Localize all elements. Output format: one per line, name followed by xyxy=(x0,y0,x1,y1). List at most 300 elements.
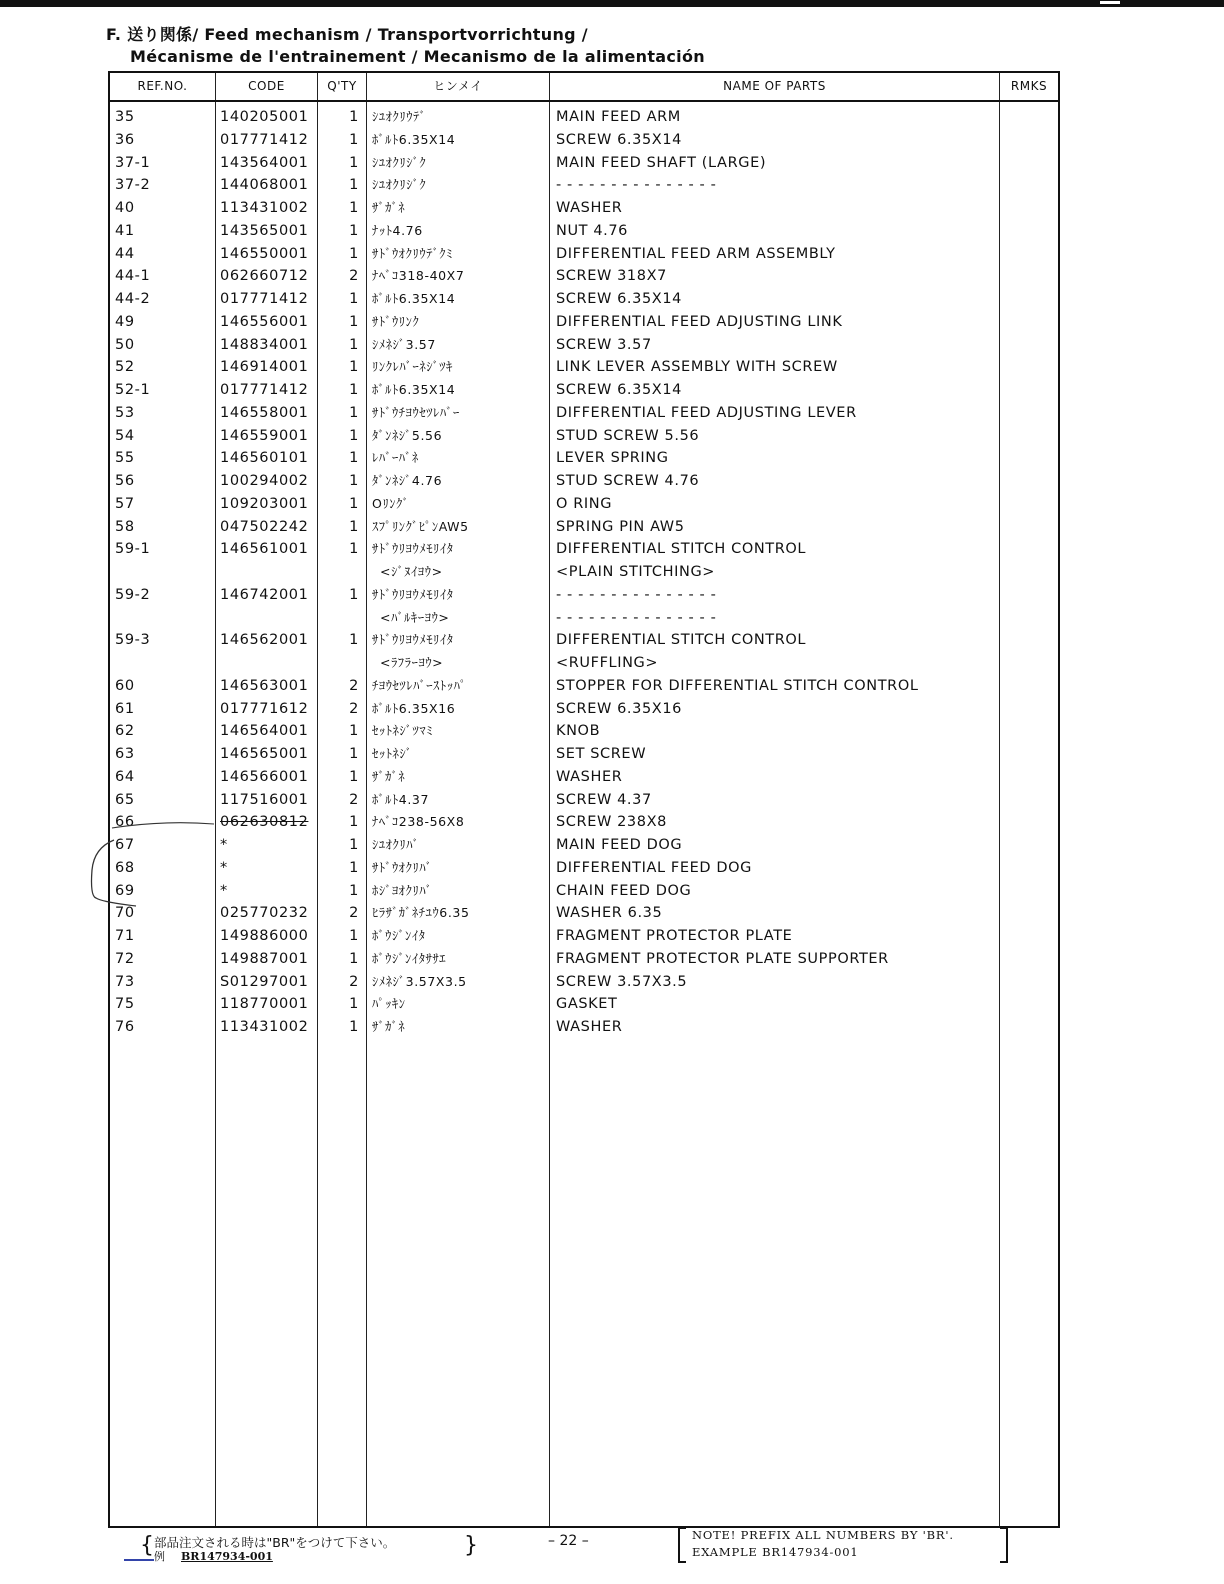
section-title xyxy=(106,24,705,68)
katakana-name xyxy=(372,129,455,152)
part-code xyxy=(220,743,308,766)
katakana-name xyxy=(372,197,405,220)
quantity-text: 1 xyxy=(349,768,359,785)
part-name xyxy=(556,811,667,834)
part-code-text: 017771412 xyxy=(220,291,309,307)
ref-no xyxy=(115,584,150,607)
part-code xyxy=(220,493,308,516)
quantity-text: 1 xyxy=(349,109,359,125)
order-note-jp-line1: 部品注文される時は"BR"をつけて下さい。 xyxy=(154,1535,396,1550)
part-code xyxy=(220,311,308,334)
part-name-text: - - - - - - - - - - - - - - - xyxy=(556,586,717,603)
part-code xyxy=(220,356,308,379)
quantity xyxy=(319,334,359,357)
table-row xyxy=(110,379,1058,402)
part-name xyxy=(556,402,857,425)
katakana-name xyxy=(372,880,432,903)
part-code xyxy=(220,106,308,129)
katakana-name xyxy=(372,356,453,379)
table-row xyxy=(110,288,1058,311)
quantity xyxy=(319,1016,359,1039)
ref-no-text: 57 xyxy=(115,495,135,512)
quantity xyxy=(319,516,359,539)
header-kana: ヒンメイ xyxy=(433,79,483,93)
katakana-name-text: ﾅﾍﾞｺ318-40X7 xyxy=(372,268,465,284)
part-name xyxy=(556,971,687,994)
katakana-name xyxy=(372,698,455,721)
order-note-jp-line2 xyxy=(154,1548,273,1564)
header-qty: Q'TY xyxy=(327,79,357,93)
part-name xyxy=(556,220,628,243)
part-name xyxy=(556,629,806,675)
table-row xyxy=(110,152,1058,175)
table-header xyxy=(110,73,1058,102)
part-name xyxy=(556,698,682,721)
part-code xyxy=(220,220,308,243)
part-code xyxy=(220,152,308,175)
katakana-name xyxy=(372,174,426,197)
part-name-text: WASHER 6.35 xyxy=(556,905,663,922)
part-code xyxy=(220,971,308,994)
part-code-text: S01297001 xyxy=(220,973,309,990)
katakana-name xyxy=(372,243,453,266)
quantity xyxy=(319,584,359,607)
quantity-text: 1 xyxy=(349,404,359,421)
part-name-text: DIFFERENTIAL FEED ADJUSTING LINK xyxy=(556,313,843,330)
table-row xyxy=(110,880,1058,903)
ref-no xyxy=(115,1016,135,1039)
katakana-name-text: ｻﾄﾞｳｵｸﾘｳﾃﾞｸﾐ xyxy=(372,245,454,261)
ref-no xyxy=(115,743,135,766)
quantity-text: 2 xyxy=(349,677,359,694)
part-name xyxy=(556,356,838,379)
quantity xyxy=(319,356,359,379)
ref-no xyxy=(115,493,135,516)
table-row xyxy=(110,538,1058,584)
ref-no xyxy=(115,174,150,197)
quantity-text: 1 xyxy=(349,723,359,740)
header-rmks: RMKS xyxy=(1010,79,1048,93)
prefix-note-line1: NOTE! PREFIX ALL NUMBERS BY 'BR'. xyxy=(692,1528,954,1542)
part-code xyxy=(220,129,308,152)
part-code-text: 113431002 xyxy=(220,1019,309,1035)
part-name-text: WASHER xyxy=(556,768,623,785)
part-name xyxy=(556,493,612,516)
top-scan-gap xyxy=(1100,1,1120,4)
part-name-text: SET SCREW xyxy=(556,746,647,762)
quantity-text: 1 xyxy=(349,541,359,558)
table-row xyxy=(110,902,1058,925)
quantity xyxy=(319,402,359,425)
quantity xyxy=(319,265,359,288)
katakana-name-text: ﾎｼﾞﾖｵｸﾘﾊﾞ xyxy=(372,882,433,898)
katakana-name xyxy=(372,675,467,698)
example-number: BR147934-001 xyxy=(181,1550,273,1563)
ref-no-text: 63 xyxy=(115,746,135,762)
table-row xyxy=(110,425,1058,448)
ref-no-text: 76 xyxy=(115,1019,135,1035)
part-code xyxy=(220,243,308,266)
katakana-name-text: ﾋﾗｻﾞｶﾞﾈﾁﾕｳ6.35 xyxy=(372,905,470,921)
part-name xyxy=(556,720,600,743)
katakana-name xyxy=(372,288,455,311)
part-code xyxy=(220,789,308,812)
ref-no xyxy=(115,356,135,379)
katakana-name-text: ｻﾞｶﾞﾈ xyxy=(372,768,406,784)
part-name-text: CHAIN FEED DOG xyxy=(556,882,692,899)
quantity xyxy=(319,948,359,971)
part-code-text: 146561001 xyxy=(220,541,309,558)
katakana-name xyxy=(372,766,405,789)
katakana-name-text: ﾅﾍﾞｺ238-56X8 xyxy=(372,814,465,830)
top-scan-bar xyxy=(0,0,1224,7)
katakana-name-text: ﾎﾞｳｼﾞﾝｲﾀｻｻｴ xyxy=(372,950,447,966)
quantity-text: 1 xyxy=(349,746,359,762)
quantity xyxy=(319,447,359,470)
part-code xyxy=(220,447,308,470)
ref-no xyxy=(115,265,150,288)
part-name xyxy=(556,311,842,334)
table-row xyxy=(110,993,1058,1016)
katakana-name xyxy=(372,902,470,925)
katakana-name xyxy=(372,789,429,812)
handwritten-bracket-mark xyxy=(84,818,224,918)
quantity xyxy=(319,789,359,812)
part-name xyxy=(556,948,889,971)
table-row xyxy=(110,584,1058,630)
ref-no xyxy=(115,288,150,311)
table-row xyxy=(110,174,1058,197)
ref-no xyxy=(115,993,135,1016)
part-code-text: 146556001 xyxy=(220,313,309,330)
ref-no xyxy=(115,402,135,425)
part-name-text: NUT 4.76 xyxy=(556,222,629,239)
part-name xyxy=(556,902,662,925)
ref-no-text: 55 xyxy=(115,450,135,467)
quantity-text: 1 xyxy=(349,950,359,967)
katakana-name-text: ｼﾒﾈｼﾞ3.57X3.5 xyxy=(372,973,467,989)
part-name-text: FRAGMENT PROTECTOR PLATE SUPPORTER xyxy=(556,950,889,967)
quantity-text: 1 xyxy=(349,382,359,398)
katakana-name-text: ﾁﾖｳｾﾂﾚﾊﾞｰｽﾄｯﾊﾟ xyxy=(372,677,467,693)
quantity xyxy=(319,880,359,903)
katakana-name-text: ﾎﾞﾙﾄ6.35X16 xyxy=(372,700,456,716)
part-name xyxy=(556,925,792,948)
quantity xyxy=(319,720,359,743)
part-code-text: 118770001 xyxy=(220,996,309,1013)
part-name-subline: - - - - - - - - - - - - - - - xyxy=(556,609,717,626)
katakana-name xyxy=(372,743,413,766)
part-code-text: 025770232 xyxy=(220,905,309,922)
quantity-text: 1 xyxy=(349,632,359,649)
quantity-text: 1 xyxy=(349,814,359,831)
page-number: – 22 – xyxy=(548,1533,589,1549)
header-name: NAME OF PARTS xyxy=(723,79,826,93)
ref-no-text: 59-2 xyxy=(115,586,151,603)
ref-no xyxy=(115,925,135,948)
quantity-text: 1 xyxy=(349,859,359,876)
quantity xyxy=(319,811,359,834)
quantity-text: 1 xyxy=(349,313,359,330)
part-name xyxy=(556,174,716,197)
katakana-name xyxy=(372,152,426,175)
ref-no xyxy=(115,629,150,652)
part-code xyxy=(220,538,308,561)
table-row xyxy=(110,129,1058,152)
katakana-name-text: ｻﾄﾞｳﾘﾖｳﾒﾓﾘｲﾀ xyxy=(372,632,454,648)
table-row xyxy=(110,743,1058,766)
katakana-name xyxy=(372,402,460,425)
quantity xyxy=(319,425,359,448)
ref-no-text: 50 xyxy=(115,336,135,353)
ref-no-text: 71 xyxy=(115,928,135,944)
ref-no xyxy=(115,243,135,266)
prefix-note xyxy=(678,1527,1008,1563)
part-code-text: 140205001 xyxy=(220,109,309,125)
part-name-text: DIFFERENTIAL STITCH CONTROL xyxy=(556,541,807,558)
part-code-text: 017771412 xyxy=(220,131,309,148)
part-name xyxy=(556,880,691,903)
part-code xyxy=(220,197,308,220)
part-code-text: 146914001 xyxy=(220,359,309,376)
prefix-note-line2: EXAMPLE BR147934-001 xyxy=(692,1545,859,1559)
quantity-text: 1 xyxy=(349,450,359,467)
ref-no xyxy=(115,197,135,220)
ref-no-text: 37-2 xyxy=(115,177,151,194)
table-row xyxy=(110,925,1058,948)
ref-no xyxy=(115,220,135,243)
katakana-name xyxy=(372,470,442,493)
katakana-name xyxy=(372,493,409,516)
part-code xyxy=(220,470,308,493)
header-ref: REF.NO. xyxy=(137,79,188,93)
part-name xyxy=(556,516,685,539)
quantity-text: 1 xyxy=(349,177,359,194)
table-row xyxy=(110,220,1058,243)
quantity-text: 1 xyxy=(349,518,359,535)
quantity-text: 1 xyxy=(349,586,359,603)
ref-no-text: 40 xyxy=(115,200,135,216)
header-code: CODE xyxy=(248,79,285,93)
part-name-text: MAIN FEED SHAFT (LARGE) xyxy=(556,154,767,171)
part-code xyxy=(220,902,308,925)
section-title-line2: Mécanisme de l'entrainement / Mecanismo de la alimentación xyxy=(130,47,705,66)
ref-no-text: 67 xyxy=(115,837,135,853)
ref-no-text: 54 xyxy=(115,427,135,444)
quantity-text: 1 xyxy=(349,837,359,853)
katakana-name xyxy=(372,834,419,857)
table-row xyxy=(110,698,1058,721)
quantity xyxy=(319,766,359,789)
quantity xyxy=(319,220,359,243)
katakana-name xyxy=(372,334,436,357)
part-code xyxy=(220,720,308,743)
table-row xyxy=(110,516,1058,539)
ref-no-text: 68 xyxy=(115,859,135,876)
part-code-text: * xyxy=(220,859,228,876)
part-name xyxy=(556,379,682,402)
part-name xyxy=(556,743,646,766)
part-name-text: MAIN FEED ARM xyxy=(556,109,681,125)
ref-no xyxy=(115,152,150,175)
table-row xyxy=(110,629,1058,675)
part-name-text: MAIN FEED DOG xyxy=(556,837,683,853)
bracket-right xyxy=(1000,1527,1008,1563)
part-code xyxy=(220,265,308,288)
part-name xyxy=(556,789,652,812)
quantity-text: 1 xyxy=(349,291,359,307)
part-name xyxy=(556,265,667,288)
quantity xyxy=(319,538,359,561)
ref-no-text: 60 xyxy=(115,677,135,694)
quantity-text: 1 xyxy=(349,336,359,353)
quantity xyxy=(319,129,359,152)
table-row xyxy=(110,857,1058,880)
part-code-text: 149887001 xyxy=(220,950,309,967)
katakana-name-text: ﾎﾞﾙﾄ6.35X14 xyxy=(372,291,456,306)
part-name-text: STOPPER FOR DIFFERENTIAL STITCH CONTROL xyxy=(556,677,919,694)
ref-no-text: 61 xyxy=(115,700,135,717)
part-code-text: 146564001 xyxy=(220,723,309,740)
part-name-text: DIFFERENTIAL FEED ADJUSTING LEVER xyxy=(556,404,857,421)
part-name-text: DIFFERENTIAL FEED DOG xyxy=(556,859,752,876)
katakana-name xyxy=(372,925,426,948)
katakana-name xyxy=(372,425,442,448)
table-row xyxy=(110,971,1058,994)
ref-no-text: 37-1 xyxy=(115,154,151,171)
ref-no-text: 56 xyxy=(115,473,135,489)
part-code xyxy=(220,766,308,789)
part-code xyxy=(220,334,308,357)
ref-no xyxy=(115,720,135,743)
ref-no xyxy=(115,948,135,971)
quantity-text: 2 xyxy=(349,905,359,922)
part-code-text: 062660712 xyxy=(220,268,309,285)
part-code-text: 146560101 xyxy=(220,450,309,467)
quantity-text: 2 xyxy=(349,700,359,717)
quantity-text: 1 xyxy=(349,427,359,444)
katakana-name-text: ﾎﾞｳｼﾞﾝｲﾀ xyxy=(372,928,426,943)
quantity-text: 1 xyxy=(349,473,359,489)
quantity xyxy=(319,243,359,266)
ref-no xyxy=(115,425,135,448)
katakana-name-subline: <ﾊﾞﾙｷｰﾖｳ> xyxy=(380,609,450,625)
quantity xyxy=(319,743,359,766)
part-code xyxy=(220,379,308,402)
quantity xyxy=(319,493,359,516)
quantity-text: 1 xyxy=(349,495,359,512)
ref-no-text: 52-1 xyxy=(115,382,151,398)
part-code xyxy=(220,811,308,834)
katakana-name xyxy=(372,584,454,630)
table-row xyxy=(110,265,1058,288)
katakana-name-text: ｼﾕｵｸﾘﾊﾞ xyxy=(372,837,420,852)
part-code-text: 117516001 xyxy=(220,791,309,808)
ref-no xyxy=(115,379,150,402)
quantity xyxy=(319,311,359,334)
katakana-name-text: ｼﾕｵｸﾘｼﾞｸ xyxy=(372,177,427,193)
katakana-name-subline: <ﾗﾌﾗｰﾖｳ> xyxy=(380,655,444,670)
part-name-text: GASKET xyxy=(556,996,618,1013)
katakana-name-text: ｻﾄﾞｳﾁﾖｳｾﾂﾚﾊﾞｰ xyxy=(372,404,460,420)
part-code-text: 146563001 xyxy=(220,677,309,694)
katakana-name xyxy=(372,948,446,971)
part-name-text: SCREW 6.35X14 xyxy=(556,291,682,307)
quantity xyxy=(319,902,359,925)
table-row xyxy=(110,766,1058,789)
part-name-text: SCREW 318X7 xyxy=(556,268,667,285)
ref-no xyxy=(115,766,135,789)
ref-no-text: 70 xyxy=(115,905,135,922)
part-code-text: * xyxy=(220,882,228,899)
katakana-name-subline: <ｼﾞﾇｲﾖｳ> xyxy=(380,564,443,579)
katakana-name-text: ｼﾕｵｸﾘｼﾞｸ xyxy=(372,154,427,170)
katakana-name xyxy=(372,971,467,994)
katakana-name xyxy=(372,538,454,584)
table-row xyxy=(110,447,1058,470)
quantity xyxy=(319,106,359,129)
katakana-name-text: ﾘﾝｸﾚﾊﾞｰﾈｼﾞﾂｷ xyxy=(372,359,454,375)
ref-no-text: 58 xyxy=(115,518,135,535)
part-name-text: SCREW 3.57X3.5 xyxy=(556,973,688,990)
part-name-text: DIFFERENTIAL FEED ARM ASSEMBLY xyxy=(556,245,836,262)
quantity xyxy=(319,152,359,175)
order-note-jp xyxy=(140,1529,480,1565)
table-row xyxy=(110,493,1058,516)
part-name xyxy=(556,584,716,630)
part-code-text: 146565001 xyxy=(220,746,309,762)
example-label: 例 xyxy=(154,1550,165,1563)
katakana-name xyxy=(372,516,469,539)
quantity-text: 2 xyxy=(349,973,359,990)
part-code xyxy=(220,402,308,425)
bracket-right-icon: } xyxy=(464,1533,478,1558)
katakana-name-text: ｾｯﾄﾈｼﾞ xyxy=(372,746,413,761)
part-code-text: 100294002 xyxy=(220,473,309,489)
part-code xyxy=(220,675,308,698)
katakana-name xyxy=(372,265,464,288)
part-name xyxy=(556,1016,622,1039)
katakana-name-text: ｻﾞｶﾞﾈ xyxy=(372,1019,406,1034)
ref-no-text: 44 xyxy=(115,245,135,262)
quantity-text: 1 xyxy=(349,245,359,262)
ref-no xyxy=(115,516,135,539)
part-name xyxy=(556,675,919,698)
part-name-text: SCREW 4.37 xyxy=(556,791,652,808)
part-name-text: LEVER SPRING xyxy=(556,450,669,467)
table-row xyxy=(110,334,1058,357)
part-name-text: SCREW 6.35X14 xyxy=(556,131,682,148)
ref-no-text: 44-2 xyxy=(115,291,151,307)
katakana-name xyxy=(372,811,464,834)
part-name-text: O RING xyxy=(556,495,613,512)
blue-underline xyxy=(124,1559,154,1561)
part-code-text: 062630812 xyxy=(220,814,309,831)
table-row xyxy=(110,675,1058,698)
quantity xyxy=(319,470,359,493)
section-title-line1: F. 送り関係/ Feed mechanism / Transportvorrichtung / xyxy=(106,25,588,44)
ref-no-text: 59-1 xyxy=(115,541,151,558)
ref-no xyxy=(115,789,135,812)
part-name xyxy=(556,129,682,152)
part-code-text: 146558001 xyxy=(220,404,309,421)
ref-no xyxy=(115,698,135,721)
ref-no-text: 62 xyxy=(115,723,135,740)
quantity-text: 2 xyxy=(349,268,359,285)
part-name-text: - - - - - - - - - - - - - - - xyxy=(556,177,717,194)
katakana-name-text: ｻﾄﾞｳｵｸﾘﾊﾞ xyxy=(372,859,433,875)
part-name-text: FRAGMENT PROTECTOR PLATE xyxy=(556,928,793,944)
